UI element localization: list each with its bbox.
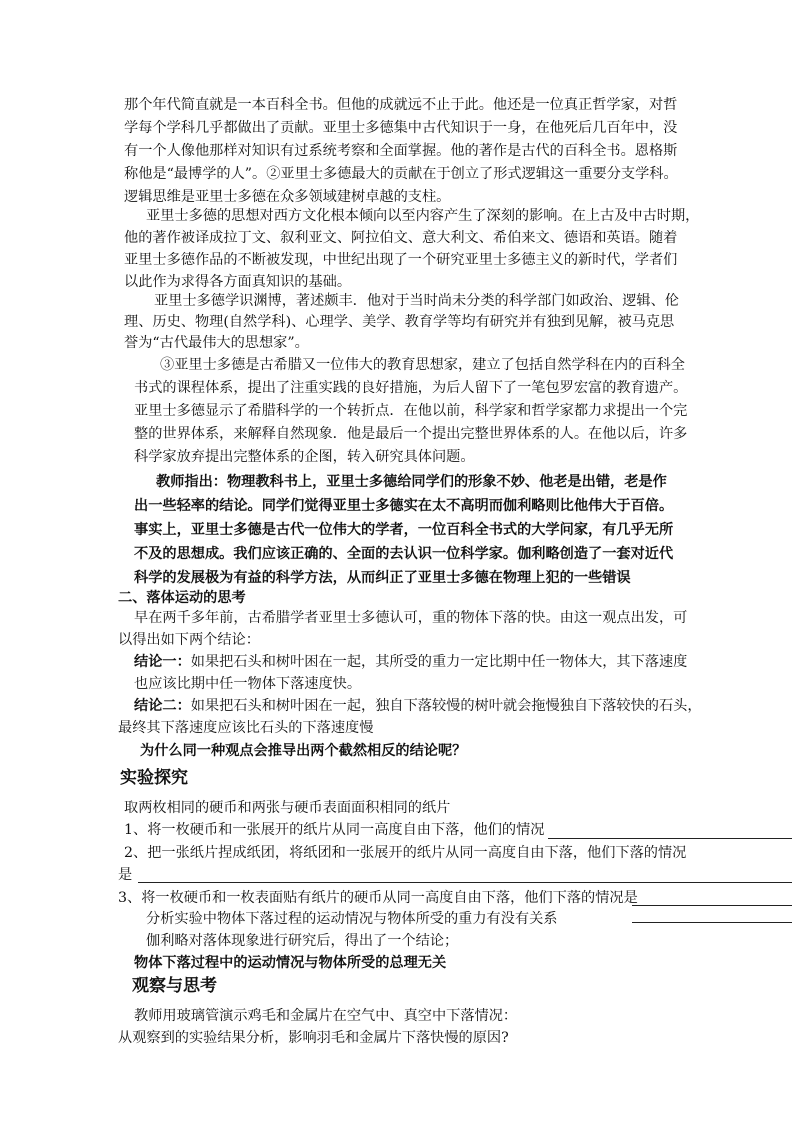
section-2-heading: 二、落体运动的思考 <box>118 590 246 606</box>
conclusion-1-label: 结论一： <box>134 654 191 670</box>
experiment-step-2: 2、把一张纸片捏成纸团，将纸团和一张展开的纸片从同一高度自由下落，他们下落的情况 <box>124 845 687 861</box>
experiment-intro: 取两枚相同的硬币和两张与硬币表面面积相同的纸片 <box>124 800 451 816</box>
conclusion-1-continued: 也应该比期中任一物体下落速度快。 <box>134 676 362 692</box>
paragraph-4-line-4: 整的世界体系，来解释自然现象．他是最后一个提出完整世界体系的人。在他以后，许多 <box>134 426 688 442</box>
paragraph-2-line-3: 亚里士多德作品的不断被发现，中世纪出现了一个研究亚里士多德主义的新时代，学者们 <box>124 252 678 268</box>
paragraph-1-line-5: 逻辑思维是亚里士多德在众多领域建树卓越的支柱。 <box>124 189 451 205</box>
experiment-conclusion: 物体下落过程中的运动情况与物体所受的总理无关 <box>134 955 447 971</box>
paragraph-4-line-1: ③亚里士多德是古希腊又一位伟大的教育思想家，建立了包括自然学科在内的百科全 <box>160 357 685 373</box>
experiment-step-1: 1、将一枚硬币和一张展开的纸片从同一高度自由下落，他们的情况 <box>124 822 545 838</box>
teacher-note-line-3: 事实上，亚里士多德是古代一位伟大的学者，一位百科全书式的大学问家，有几乎无所 <box>134 522 674 538</box>
contradiction-question: 为什么同一种观点会推导出两个截然相反的结论呢？ <box>140 743 467 759</box>
section-2-intro-line-1: 早在两千多年前，古希腊学者亚里士多德认可，重的物体下落的快。由这一观点出发，可 <box>134 610 688 626</box>
experiment-heading: 实验探究 <box>120 768 188 788</box>
paragraph-1-line-1: 那个年代简直就是一本百科全书。但他的成就远不止于此。他还是一位真正哲学家，对哲 <box>124 97 678 113</box>
teacher-note-line-2: 出一些轻率的结论。同学们觉得亚里士多德实在太不高明而伽利略则比他伟大于百倍。 <box>134 498 674 514</box>
conclusion-1-text: 如果把石头和树叶困在一起，其所受的重力一定比期中任一物体大，其下落速度 <box>190 654 688 670</box>
conclusion-1 <box>134 652 687 672</box>
conclusion-2 <box>134 696 702 716</box>
experiment-step-2-continued: 是 <box>118 867 133 883</box>
step-3-answer-blank-2[interactable] <box>632 922 792 923</box>
paragraph-4-line-3: 亚里士多德显示了希腊科学的一个转折点．在他以前，科学家和哲学家都力求提出一个完 <box>134 403 688 419</box>
experiment-step-3: 3、将一枚硬币和一枚表面贴有纸片的硬币从同一高度自由下落，他们下落的情况是 <box>118 890 638 906</box>
paragraph-4-line-5: 科学家放弃提出完整体系的企图，转入研究具体问题。 <box>134 449 475 465</box>
conclusion-2-text: 如果把石头和树叶困在一起，独自下落较慢的树叶就会拖慢独自下落较快的石头， <box>190 698 702 714</box>
observe-line-2: 从观察到的实验结果分析，影响羽毛和金属片下落快慢的原因? <box>118 1030 509 1046</box>
paragraph-4-line-2: 书式的课程体系，提出了注重实践的良好措施，为后人留下了一笔包罗宏富的教育遗产。 <box>134 380 688 396</box>
section-2-intro-line-2: 以得出如下两个结论： <box>118 632 260 648</box>
paragraph-1-line-3: 有一个人像他那样对知识有过系统考察和全面掌握。他的著作是古代的百科全书。恩格斯 <box>124 143 678 159</box>
observe-line-1: 教师用玻璃管演示鸡毛和金属片在空气中、真空中下落情况： <box>134 1008 518 1024</box>
teacher-note-line-4: 不及的思想成。我们应该正确的、全面的去认识一位科学家。伽利略创造了一套对近代 <box>134 546 674 562</box>
teacher-note-line-1: 教师指出：物理教科书上，亚里士多德给同学们的形象不妙、他老是出错，老是作 <box>156 474 667 490</box>
teacher-note-line-5: 科学的发展极为有益的科学方法，从而纠正了亚里士多德在物理上犯的一些错误 <box>134 570 631 586</box>
step-3-answer-blank[interactable] <box>632 905 792 906</box>
paragraph-3-line-2: 理、历史、物理(自然学科)、心理学、美学、教育学等均有研究并有独到见解，被马克思 <box>124 314 675 330</box>
paragraph-1-line-4: 称他是“最博学的人”。②亚里士多德最大的贡献在于创立了形式逻辑这一重要分支学科。 <box>124 166 678 182</box>
experiment-analysis: 分析实验中物体下落过程的运动情况与物体所受的重力有没有关系 <box>146 911 558 927</box>
conclusion-2-continued: 最终其下落速度应该比石头的下落速度慢 <box>118 720 374 736</box>
observe-heading: 观察与思考 <box>132 976 217 996</box>
conclusion-2-label: 结论二： <box>134 698 191 714</box>
paragraph-3-line-1: 亚里士多德学识渊博，著述颇丰．他对于当时尚未分类的科学部门如政治、逻辑、伦 <box>154 293 679 309</box>
paragraph-2-line-1: 亚里士多德的思想对西方文化根本倾向以至内容产生了深刻的影响。在上古及中古时期， <box>146 208 700 224</box>
paragraph-2-line-2: 他的著作被译成拉丁文、叙利亚文、阿拉伯文、意大利文、希伯来文、德语和英语。随着 <box>124 230 678 246</box>
step-2-answer-blank[interactable] <box>138 882 792 883</box>
paragraph-2-line-4: 以此作为求得各方面真知识的基础。 <box>124 274 352 290</box>
step-1-answer-blank[interactable] <box>548 838 792 839</box>
paragraph-3-line-3: 誉为“古代最伟大的思想家”。 <box>124 335 309 351</box>
paragraph-1-line-2: 学每个学科几乎都做出了贡献。亚里士多德集中古代知识于一身，在他死后几百年中，没 <box>124 120 678 136</box>
galileo-note: 伽利略对落体现象进行研究后，得出了一个结论； <box>146 933 459 949</box>
